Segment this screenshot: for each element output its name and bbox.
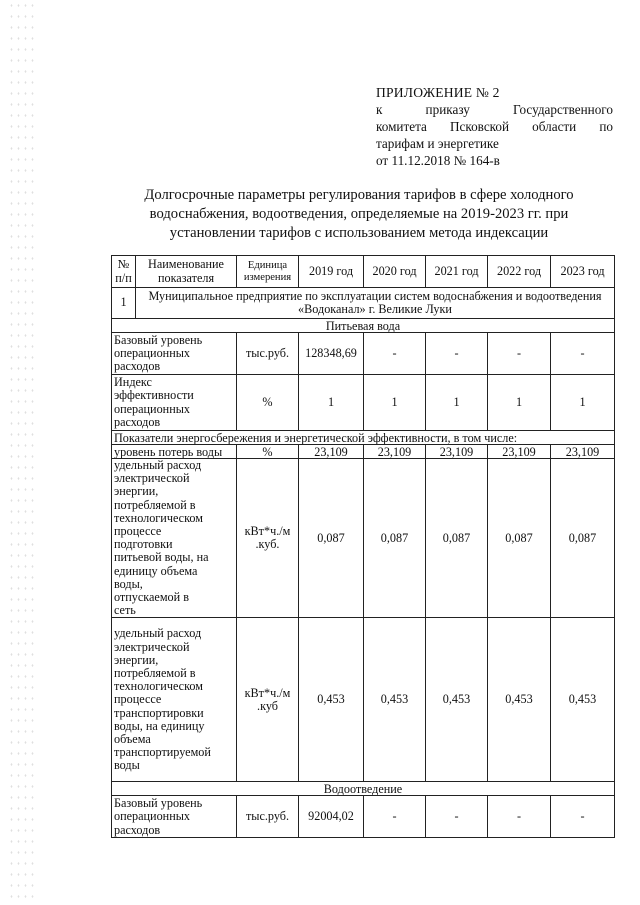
- header-year: 2023 год: [551, 256, 615, 288]
- row-unit: тыс.руб.: [237, 333, 299, 375]
- header-no: № п/п: [112, 256, 136, 288]
- row-value: -: [488, 796, 551, 838]
- row-value: 92004,02: [299, 796, 364, 838]
- row-value: -: [551, 333, 615, 375]
- row-value: 23,109: [426, 445, 488, 459]
- table-row: [112, 445, 615, 459]
- row-value: 23,109: [488, 445, 551, 459]
- row-name: удельный расход электрической энергии, потребляемой в технологическом процессе подготовки питьевой воды, на единицу объема воды, отпускаемой в сеть: [112, 459, 237, 618]
- table-header-row: [112, 256, 615, 288]
- row-value: 0,453: [364, 618, 426, 782]
- header-year: 2021 год: [426, 256, 488, 288]
- parameters-table: [111, 255, 615, 838]
- table-row: [112, 618, 615, 782]
- table-row: [112, 333, 615, 375]
- document-title-line-1: Долгосрочные параметры регулирования тарифов в сфере холодного: [144, 187, 574, 203]
- energy-heading: Показатели энергосбережения и энергетической эффективности, в том числе:: [112, 431, 615, 445]
- row-unit: тыс.руб.: [237, 796, 299, 838]
- row-value: 0,453: [299, 618, 364, 782]
- table-row: [112, 796, 615, 838]
- appendix-line-2: комитета Псковской области по: [376, 119, 613, 134]
- energy-heading-row: [112, 431, 615, 445]
- row-value: 0,453: [426, 618, 488, 782]
- row-name: Индекс эффективности операционных расходов: [112, 375, 237, 431]
- org-number: 1: [112, 288, 136, 319]
- row-value: 1: [551, 375, 615, 431]
- row-value: -: [551, 796, 615, 838]
- appendix-block: [376, 84, 613, 169]
- row-value: 0,087: [364, 459, 426, 618]
- row-value: -: [426, 796, 488, 838]
- row-unit: кВт*ч./м .куб.: [237, 459, 299, 618]
- row-name: уровень потерь воды: [112, 445, 237, 459]
- row-name: удельный расход электрической энергии, потребляемой в технологическом процессе транспортировки воды, на единицу объема транспортируемой воды: [112, 618, 237, 782]
- row-unit: %: [237, 375, 299, 431]
- section-water: Питьевая вода: [112, 319, 615, 333]
- section-sewer: Водоотведение: [112, 782, 615, 796]
- section-row: [112, 782, 615, 796]
- row-unit: кВт*ч./м .куб: [237, 618, 299, 782]
- header-unit: Единица измерения: [237, 256, 299, 288]
- appendix-title: ПРИЛОЖЕНИЕ № 2: [376, 85, 500, 100]
- row-name: Базовый уровень операционных расходов: [112, 796, 237, 838]
- appendix-line-1: к приказу Государственного: [376, 102, 613, 117]
- row-value: 1: [426, 375, 488, 431]
- document-title-line-2: водоснабжения, водоотведения, определяемые на 2019-2023 гг. при: [149, 206, 569, 222]
- organization-row: [112, 288, 615, 319]
- row-value: -: [364, 796, 426, 838]
- appendix-line-3: тарифам и энергетике: [376, 136, 499, 151]
- row-value: 23,109: [551, 445, 615, 459]
- row-value: 1: [364, 375, 426, 431]
- row-name: Базовый уровень операционных расходов: [112, 333, 237, 375]
- row-value: 0,087: [426, 459, 488, 618]
- row-value: 1: [488, 375, 551, 431]
- row-value: 128348,69: [299, 333, 364, 375]
- table-row: [112, 375, 615, 431]
- document-title-line-3: установлении тарифов с использованием метода индексации: [169, 225, 549, 241]
- header-year: 2022 год: [488, 256, 551, 288]
- header-name: Наименование показателя: [136, 256, 237, 288]
- header-year: 2019 год: [299, 256, 364, 288]
- row-value: 23,109: [364, 445, 426, 459]
- row-value: 1: [299, 375, 364, 431]
- row-value: -: [488, 333, 551, 375]
- scan-margin-artifact: [8, 0, 38, 905]
- row-unit: %: [237, 445, 299, 459]
- row-value: -: [426, 333, 488, 375]
- document-title: [128, 186, 590, 243]
- table-row: [112, 459, 615, 618]
- row-value: 0,087: [299, 459, 364, 618]
- row-value: 0,453: [488, 618, 551, 782]
- header-year: 2020 год: [364, 256, 426, 288]
- row-value: 23,109: [299, 445, 364, 459]
- row-value: 0,453: [551, 618, 615, 782]
- section-row: [112, 319, 615, 333]
- row-value: 0,087: [551, 459, 615, 618]
- appendix-line-4: от 11.12.2018 № 164-в: [376, 153, 500, 168]
- row-value: -: [364, 333, 426, 375]
- row-value: 0,087: [488, 459, 551, 618]
- org-name: Муниципальное предприятие по эксплуатации систем водоснабжения и водоотведения «Водоканал» г. Великие Луки: [136, 288, 615, 319]
